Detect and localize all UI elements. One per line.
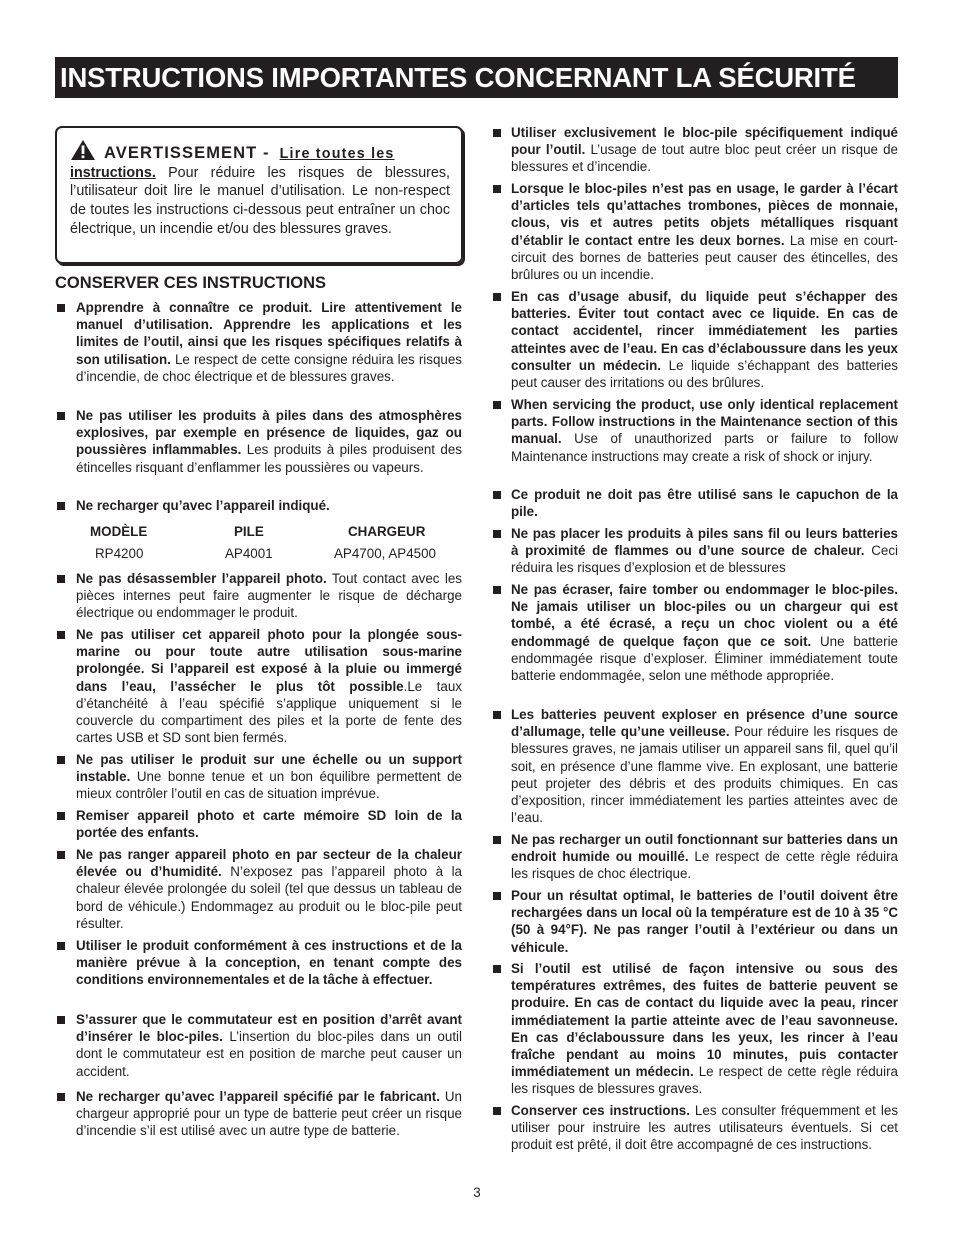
bullet-icon: [57, 631, 65, 639]
bullet-icon: [493, 129, 501, 137]
bullet-icon: [493, 965, 501, 973]
list-item: [76, 846, 462, 932]
list-item-text: L’insertion du bloc-piles dans un outil dont le commutateur est en position de marche peut causer un accident.: [76, 1029, 462, 1079]
list-item-bold: S’assurer que le commutateur est en position d’arrêt avant d’insérer le bloc-piles.: [76, 1012, 462, 1045]
list-item: [76, 497, 462, 514]
list-item-text: Le liquide s’échappant des batteries peut causer des irritations ou des brûlures.: [511, 357, 898, 391]
list-item-bold: En cas d’usage abusif, du liquide peut s’échapper des batteries. Éviter tout contact avec ce liquide. En cas de contact accidentel, rincer immédiatement les parties atteintes avec de l’eau. En cas d’éclaboussure dans les yeux consulter un médecin.: [511, 289, 898, 373]
list-item-bold: Ne pas ranger appareil photo en par secteur de la chaleur élevée ou d’humidité.: [76, 847, 462, 880]
list-item-bold: Conserver ces instructions.: [511, 1103, 690, 1118]
list-item: [511, 960, 898, 1098]
list-item: [76, 299, 462, 385]
list-item-text: Tout contact avec les pièces internes peut faire augmenter le risque de décharge électrique ou endommager le produit.: [76, 571, 462, 621]
list-item: [76, 1011, 462, 1080]
list-item: [76, 807, 462, 841]
bullet-icon: [57, 1093, 65, 1101]
list-item-bold: Utiliser le produit conformément à ces instructions et de la manière prévue à la conception, en tenant compte des conditions environnementales et de la tâche à effectuer.: [76, 938, 462, 988]
list-item-text: La mise en court-circuit des bornes de batteries peut causer des étincelles, des brûlures ou un incendie.: [511, 232, 899, 283]
list-item-text: .Le taux d’étanchéité à l’eau spécifié s’applique uniquement si le couvercle du compartiment des piles et la porte de fente des cartes USB et SD sont bien fermés.: [76, 678, 462, 746]
page-number: 3: [473, 1185, 481, 1200]
bullet-icon: [57, 502, 65, 510]
bullet-icon: [493, 586, 501, 594]
list-item-bold: Ne pas utiliser le produit sur une échelle ou un support instable.: [76, 752, 462, 785]
bullet-icon: [57, 812, 65, 820]
table-header-battery: PILE: [234, 524, 264, 539]
spec-table: [90, 524, 455, 568]
warning-link: Lire toutes les: [279, 146, 395, 162]
list-item-bold: Ce produit ne doit pas être utilisé sans le capuchon de la pile.: [511, 487, 898, 520]
bullet-icon: [57, 851, 65, 859]
list-item: [511, 1102, 898, 1154]
bullet-icon: [57, 575, 65, 583]
bullet-icon: [493, 491, 501, 499]
bullet-icon: [493, 1107, 501, 1115]
list-item-bold: Ne pas désassembler l’appareil photo.: [76, 571, 327, 586]
list-item-bold: Apprendre à connaître ce produit. Lire attentivement le manuel d’utilisation. Apprendre les applications et les limites de l’outil, ainsi que les risques spécifiques relatifs à son utilisation.: [76, 300, 462, 367]
list-item: [511, 288, 898, 391]
table-cell-battery: AP4001: [225, 546, 273, 561]
table-header-model: MODÈLE: [90, 524, 148, 539]
bullet-icon: [57, 756, 65, 764]
list-item-bold: Remiser appareil photo et carte mémoire SD loin de la portée des enfants.: [76, 808, 462, 841]
warning-triangle-icon: [70, 139, 96, 161]
list-item-bold: Ne pas utiliser cet appareil photo pour la plongée sous-marine ou pour toute autre utilisation sous-marine prolongée. Si l’appareil est exposé à la pluie ou immergé dans l’eau, l’assécher le plus tôt possible: [76, 627, 462, 694]
bullet-icon: [493, 530, 501, 538]
spec-table-header: [90, 524, 455, 546]
list-item: [511, 706, 898, 826]
list-item-text: N’exposez pas l’appareil photo à la chaleur élevée prolongée du soleil (tel que dessus un tableau de bord de véhicule.) Endommagez au produit ou le bloc-pile peut résulter.: [76, 864, 463, 931]
list-item: [76, 751, 462, 803]
list-item: [511, 396, 898, 465]
page-title: INSTRUCTIONS IMPORTANTES CONCERNANT LA SÉCURITÉ: [55, 57, 898, 98]
table-row: [90, 546, 455, 568]
list-item-bold: Lorsque le bloc-piles n’est pas en usage, le garder à l’écart d’articles tels qu’attaches trombones, pièces de monnaie, clous, vis et autres petits objets métalliques risquant d’établir le contact entre les deux bornes.: [511, 181, 898, 248]
warning-box: [55, 126, 463, 264]
list-item: [511, 124, 898, 176]
list-item: [76, 570, 462, 622]
list-item-text: Les consulter fréquemment et les utiliser pour instruire les autres utilisateurs éventuels. Si cet produit est prêté, il doit être accompagné de ces instructions.: [511, 1103, 899, 1153]
list-item-bold: Pour un résultat optimal, le batteries de l’outil doivent être rechargées dans un local où la température est de 10 à 35 °C (50 à 94°F). Ne pas ranger l’outil à l’extérieur ou dans un véhicule.: [511, 888, 898, 955]
list-item: [76, 626, 462, 746]
list-item-bold: Si l’outil est utilisé de façon intensive ou sous des températures extrêmes, des fuites de batterie peuvent se produire. En cas de contact du liquide avec la peau, rincer immédiatement la partie atteinte avec de l’eau savonneuse. En cas d’éclaboussure dans les yeux, les rincer à l’eau fraîche pendant au moins 10 minutes, puis contacter immédiatement un médecin.: [511, 961, 898, 1080]
list-item-bold: Ne recharger qu’avec l’appareil indiqué.: [76, 498, 330, 513]
bullet-icon: [57, 942, 65, 950]
warning-instructions-link: instructions.: [70, 164, 156, 181]
list-item: [511, 180, 898, 283]
list-item-text: Une batterie endommagée risque d’exploser. Éliminer immédiatement toute batterie endommagée, selon une méthode appropriée.: [511, 633, 898, 684]
table-cell-charger: AP4700, AP4500: [334, 546, 437, 561]
list-item: [76, 937, 462, 989]
list-item-bold: Utiliser exclusivement le bloc-pile spécifiquement indiqué pour l’outil.: [511, 125, 898, 158]
list-item-bold: Les batteries peuvent exploser en présence d’une source d’allumage, telle qu’une veilleuse.: [511, 707, 898, 740]
list-item-bold: Ne pas écraser, faire tomber ou endommager le bloc-piles. Ne jamais utiliser un bloc-piles ou un chargeur qui est tombé, a été écrasé, a reçu un choc violent ou a été endommagé de quelque façon que ce soit.: [511, 582, 898, 649]
list-item-bold: When servicing the product, use only identical replacement parts. Follow instructions in the Maintenance section of this manual.: [511, 397, 898, 447]
bullet-icon: [493, 711, 501, 719]
list-item-bold: Ne pas placer les produits à piles sans fil ou leurs batteries à proximité de flammes ou d’une source de chaleur.: [511, 526, 898, 559]
bullet-icon: [57, 304, 65, 312]
list-item-text: Le respect de cette règle réduira les risques de choc électrique.: [511, 849, 898, 882]
list-item-text: Le respect de cette règle réduira les risques de blessures graves.: [511, 1064, 899, 1097]
list-item: [511, 831, 898, 883]
list-item-text: Le respect de cette consigne réduira les risques d’incendie, de choc électrique et de blessures graves.: [76, 351, 463, 384]
list-item: [511, 486, 898, 520]
list-item: [76, 1088, 462, 1140]
list-item: [511, 887, 898, 956]
list-item: [76, 407, 462, 476]
bullet-icon: [493, 836, 501, 844]
list-item-bold: Ne pas recharger un outil fonctionnant sur batteries dans un endroit humide ou mouillé.: [511, 832, 898, 865]
list-item-bold: Ne recharger qu’avec l’appareil spécifié par le fabricant.: [76, 1089, 440, 1104]
bullet-icon: [493, 892, 501, 900]
list-item-text: Ceci réduira les risques d’explosion et de blessures: [511, 543, 898, 576]
list-item-text: Use of unauthorized parts or failure to follow Maintenance instructions may create a risk of shock or injury.: [511, 431, 898, 464]
bullet-icon: [57, 412, 65, 420]
list-item-text: Un chargeur approprié pour un type de batterie peut créer un risque d’incendie s’il est utilisé avec un autre type de batterie.: [76, 1089, 462, 1139]
table-header-charger: CHARGEUR: [348, 524, 426, 539]
list-item: [511, 525, 898, 577]
list-item-text: Les produits à piles produisent des étincelles risquant d’enflammer les poussières ou vapeurs.: [76, 442, 462, 475]
list-item-text: Une bonne tenue et un bon équilibre permettent de mieux contrôler l’outil en cas de situation imprévue.: [76, 769, 462, 802]
bullet-icon: [57, 1016, 65, 1024]
list-item: [511, 581, 898, 684]
bullet-icon: [493, 401, 501, 409]
bullet-icon: [493, 293, 501, 301]
table-cell-model: RP4200: [95, 546, 144, 561]
warning-body: Pour réduire les risques de blessures, l’utilisateur doit lire le manuel d’utilisation. Le non-respect de toutes les instructions ci-dessous peut entraîner un choc électrique, un incendie et/ou des blessures graves.: [70, 164, 450, 237]
section-heading: CONSERVER CES INSTRUCTIONS: [55, 274, 327, 292]
list-item-text: L’usage de tout autre bloc peut créer un risque de blessures et d’incendie.: [511, 142, 898, 175]
list-item-text: Pour réduire les risques de blessures graves, ne jamais utiliser un appareil sans fil, quel qu’il soit, en présence d’une flamme vive. En explosant, une batterie peut projeter des débris et des produits chimiques. En cas d’exposition, rincer immédiatement les parties atteintes avec de l’eau.: [511, 724, 899, 826]
warning-heading: AVERTISSEMENT -: [104, 144, 270, 162]
list-item-bold: Ne pas utiliser les produits à piles dans des atmosphères explosives, par exemple en présence de liquides, gaz ou poussières inflammables.: [76, 408, 462, 458]
bullet-icon: [493, 185, 501, 193]
